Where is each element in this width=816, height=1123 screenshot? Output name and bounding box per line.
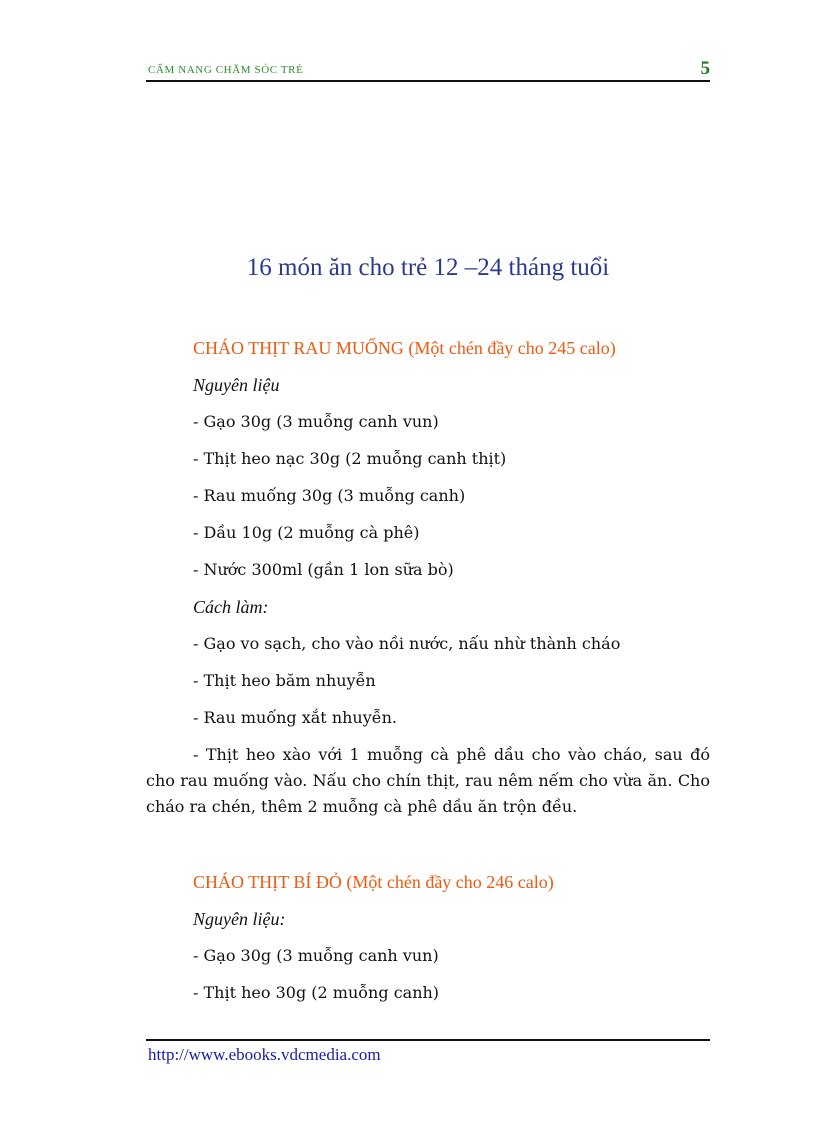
recipe-heading: CHÁO THỊT RAU MUỐNG (Một chén đầy cho 245 calo) <box>193 338 616 358</box>
page-number: 5 <box>700 58 710 79</box>
recipe-heading: CHÁO THỊT BÍ ĐỎ (Một chén đầy cho 246 calo) <box>193 872 554 892</box>
ingredients-label: Nguyên liệu <box>193 375 280 395</box>
ingredient-item: - Thịt heo nạc 30g (2 muỗng canh thịt) <box>193 449 507 468</box>
ingredient-item: - Rau muống 30g (3 muỗng canh) <box>193 486 466 505</box>
ingredient-item: - Nước 300ml (gần 1 lon sữa bò) <box>193 560 454 579</box>
method-step: - Gạo vo sạch, cho vào nồi nước, nấu nhừ thành cháo <box>193 634 621 653</box>
ingredient-item: - Gạo 30g (3 muỗng canh vun) <box>193 412 439 431</box>
method-paragraph: - Thịt heo xào với 1 muỗng cà phê dầu cho vào cháo, sau đó cho rau muống vào. Nấu cho chín thịt, rau nêm nếm cho vừa ăn. Cho cháo ra chén, thêm 2 muỗng cà phê dầu ăn trộn đều. <box>146 745 710 816</box>
chapter-title: 16 món ăn cho trẻ 12 –24 tháng tuổi <box>246 254 610 281</box>
method-step: - Rau muống xắt nhuyễn. <box>193 708 397 727</box>
ingredient-item: - Thịt heo 30g (2 muỗng canh) <box>193 983 440 1002</box>
footer-divider <box>146 1039 710 1041</box>
section-spacer <box>146 831 710 869</box>
header-divider <box>146 80 710 82</box>
running-header-title: CẨM NANG CHĂM SÓC TRẺ <box>148 64 304 76</box>
page-content <box>146 335 710 1017</box>
method-label: Cách làm: <box>193 597 269 617</box>
footer-website-link[interactable]: http://www.ebooks.vdcmedia.com <box>148 1045 381 1064</box>
ingredient-item: - Dầu 10g (2 muỗng cà phê) <box>193 523 420 542</box>
ingredient-item: - Gạo 30g (3 muỗng canh vun) <box>193 946 439 965</box>
ingredients-label: Nguyên liệu: <box>193 909 286 929</box>
method-step: - Thịt heo băm nhuyễn <box>193 671 376 690</box>
